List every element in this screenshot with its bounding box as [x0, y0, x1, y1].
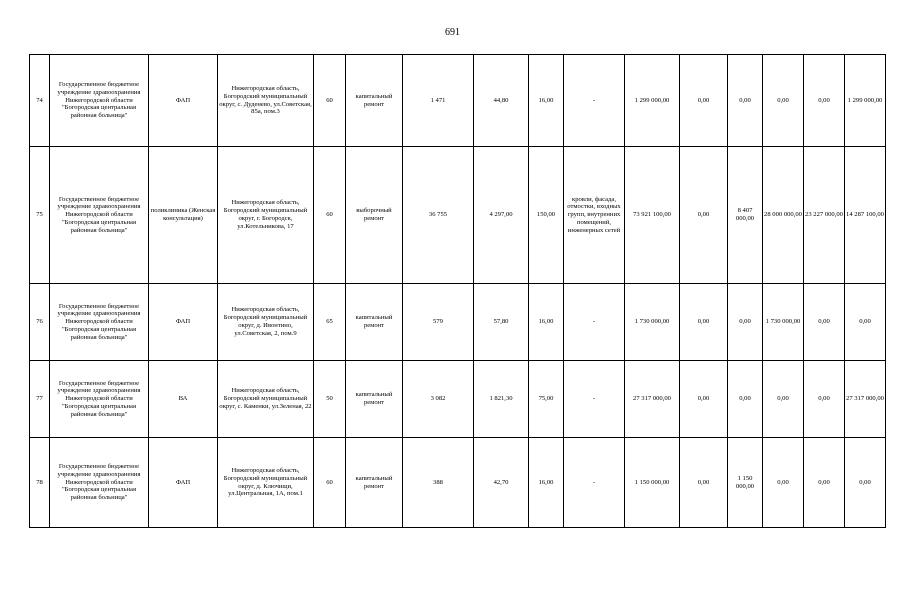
cell-wear-percent: 60	[314, 438, 346, 528]
cell-area: 44,80	[474, 55, 529, 147]
cell-row-number: 78	[30, 438, 50, 528]
cell-cost-y5: 1 299 000,00	[845, 55, 886, 147]
cell-total-cost: 1 150 000,00	[625, 438, 680, 528]
table-row	[30, 438, 886, 528]
cell-wear-percent: 50	[314, 361, 346, 438]
cell-cost-y4: 0,00	[804, 55, 845, 147]
data-table	[29, 54, 886, 528]
cell-repair-scope: кровли, фасада, отмостки, входных групп, внутренних помещений, инженерных сетей	[564, 147, 625, 284]
cell-cost-y5: 0,00	[845, 284, 886, 361]
cell-address: Нижегородская область, Богородский муниципальный округ, д. Ключищи, ул.Центральная, 1А, пом.1	[218, 438, 314, 528]
cell-cost-y2: 0,00	[728, 284, 763, 361]
cell-address: Нижегородская область, Богородский муниципальный округ, г. Богородск, ул.Котельникова, 17	[218, 147, 314, 284]
cell-row-number: 75	[30, 147, 50, 284]
cell-wear-percent: 60	[314, 147, 346, 284]
cell-institution-name: Государственное бюджетное учреждение здравоохранения Нижегородской области "Богородская центральная районная больница"	[50, 284, 149, 361]
cell-area: 1 821,30	[474, 361, 529, 438]
cell-cost-y1: 0,00	[680, 147, 728, 284]
cell-cost-a: 36 755	[403, 147, 474, 284]
cell-total-cost: 27 317 000,00	[625, 361, 680, 438]
cell-wear-percent: 60	[314, 55, 346, 147]
cell-cost-b: 16,00	[529, 55, 564, 147]
cell-row-number: 76	[30, 284, 50, 361]
table-body	[30, 55, 886, 528]
cell-cost-a: 3 082	[403, 361, 474, 438]
cell-cost-y3: 0,00	[763, 55, 804, 147]
cell-cost-y2: 0,00	[728, 361, 763, 438]
cell-total-cost: 73 921 100,00	[625, 147, 680, 284]
cell-repair-scope: -	[564, 438, 625, 528]
cell-cost-y1: 0,00	[680, 55, 728, 147]
cell-cost-b: 16,00	[529, 438, 564, 528]
cell-facility-type: ВА	[149, 361, 218, 438]
cell-cost-b: 150,00	[529, 147, 564, 284]
cell-cost-y3: 0,00	[763, 438, 804, 528]
cell-repair-scope: -	[564, 55, 625, 147]
cell-cost-y4: 23 227 000,00	[804, 147, 845, 284]
cell-wear-percent: 65	[314, 284, 346, 361]
cell-repair-type: капитальный ремонт	[346, 284, 403, 361]
cell-cost-b: 16,00	[529, 284, 564, 361]
cell-area: 42,70	[474, 438, 529, 528]
page-number: 691	[445, 27, 460, 38]
cell-repair-type: капитальный ремонт	[346, 55, 403, 147]
cell-cost-y5: 0,00	[845, 438, 886, 528]
cell-cost-y4: 0,00	[804, 438, 845, 528]
cell-address: Нижегородская область, Богородский муниципальный округ, с. Каменки, ул.Зеленая, 22	[218, 361, 314, 438]
cell-institution-name: Государственное бюджетное учреждение здравоохранения Нижегородской области "Богородская центральная районная больница"	[50, 438, 149, 528]
cell-cost-a: 1 471	[403, 55, 474, 147]
cell-cost-y2: 0,00	[728, 55, 763, 147]
cell-facility-type: ФАП	[149, 438, 218, 528]
cell-row-number: 74	[30, 55, 50, 147]
table-row	[30, 284, 886, 361]
cell-repair-type: выборочный ремонт	[346, 147, 403, 284]
cell-cost-b: 75,00	[529, 361, 564, 438]
cell-cost-y1: 0,00	[680, 361, 728, 438]
cell-cost-a: 388	[403, 438, 474, 528]
cell-cost-y2: 8 407 000,00	[728, 147, 763, 284]
cell-cost-y3: 1 730 000,00	[763, 284, 804, 361]
cell-cost-y2: 1 150 000,00	[728, 438, 763, 528]
cell-facility-type: поликлиника (Женская консультация)	[149, 147, 218, 284]
cell-cost-y4: 0,00	[804, 361, 845, 438]
cell-institution-name: Государственное бюджетное учреждение здравоохранения Нижегородской области "Богородская центральная районная больница"	[50, 55, 149, 147]
table-row	[30, 147, 886, 284]
cell-area: 4 297,00	[474, 147, 529, 284]
cell-address: Нижегородская область, Богородский муниципальный округ, с. Дуденево, ул.Советская, 85а, пом.3	[218, 55, 314, 147]
cell-cost-y3: 28 000 000,00	[763, 147, 804, 284]
cell-cost-y5: 14 287 100,00	[845, 147, 886, 284]
cell-repair-scope: -	[564, 284, 625, 361]
cell-cost-y3: 0,00	[763, 361, 804, 438]
cell-institution-name: Государственное бюджетное учреждение здравоохранения Нижегородской области "Богородская центральная районная больница"	[50, 361, 149, 438]
cell-row-number: 77	[30, 361, 50, 438]
cell-repair-type: капитальный ремонт	[346, 361, 403, 438]
cell-cost-y1: 0,00	[680, 438, 728, 528]
cell-area: 57,80	[474, 284, 529, 361]
cell-cost-y1: 0,00	[680, 284, 728, 361]
cell-institution-name: Государственное бюджетное учреждение здравоохранения Нижегородской области "Богородская центральная районная больница"	[50, 147, 149, 284]
table-row	[30, 361, 886, 438]
cell-facility-type: ФАП	[149, 55, 218, 147]
cell-cost-a: 579	[403, 284, 474, 361]
cell-repair-type: капитальный ремонт	[346, 438, 403, 528]
cell-repair-scope: -	[564, 361, 625, 438]
cell-address: Нижегородская область, Богородский муниципальный округ, д. Ивонтино, ул.Советская, 2, пом.9	[218, 284, 314, 361]
cell-facility-type: ФАП	[149, 284, 218, 361]
cell-total-cost: 1 299 000,00	[625, 55, 680, 147]
cell-cost-y4: 0,00	[804, 284, 845, 361]
cell-cost-y5: 27 317 000,00	[845, 361, 886, 438]
cell-total-cost: 1 730 000,00	[625, 284, 680, 361]
table-row	[30, 55, 886, 147]
